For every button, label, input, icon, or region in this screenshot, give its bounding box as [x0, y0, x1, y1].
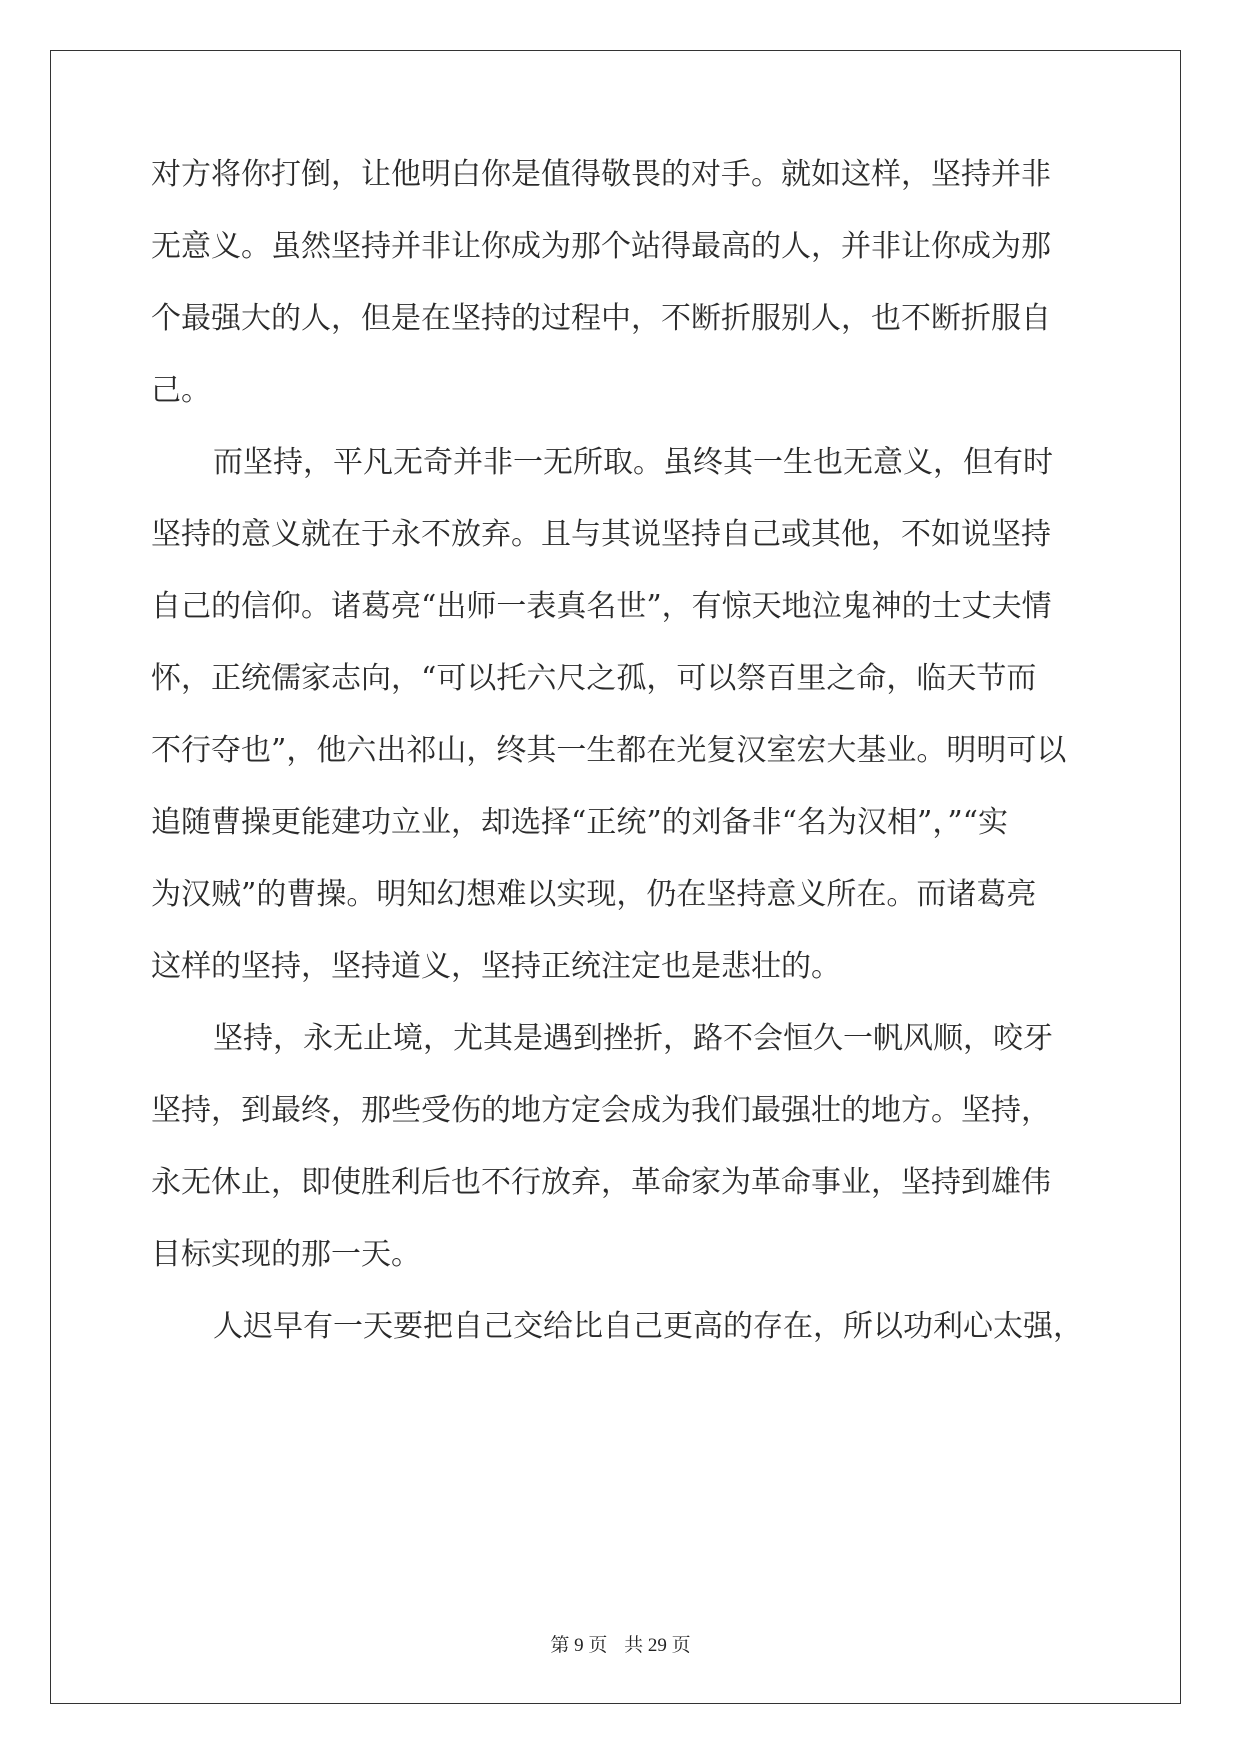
text-line: 这样的坚持，坚持道义，坚持正统注定也是悲壮的。 — [151, 949, 841, 984]
text-line: 坚持的意义就在于永不放弃。且与其说坚持自己或其他，不如说坚持 — [151, 517, 1051, 552]
page-number: 第 9 页 — [550, 1635, 608, 1656]
text-line: 无意义。虽然坚持并非让你成为那个站得最高的人，并非让你成为那 — [151, 229, 1051, 264]
text-line: 怀，正统儒家志向，“可以托六尺之孤，可以祭百里之命，临天节而 — [151, 661, 1037, 696]
text-line: 追随曹操更能建功立业，却选择“正统”的刘备非“名为汉相”，”“实 — [151, 805, 1009, 840]
text-line: 自己的信仰。诸葛亮“出师一表真名世”，有惊天地泣鬼神的士丈夫情 — [151, 589, 1052, 624]
text-line: 为汉贼”的曹操。明知幻想难以实现，仍在坚持意义所在。而诸葛亮 — [151, 877, 1037, 912]
text-line: 个最强大的人，但是在坚持的过程中，不断折服别人，也不断折服自 — [151, 301, 1051, 336]
paragraph-start-line: 人迟早有一天要把自己交给比自己更高的存在，所以功利心太强， — [213, 1309, 1083, 1344]
text-line: 永无休止，即使胜利后也不行放弃，革命家为革命事业，坚持到雄伟 — [151, 1165, 1051, 1200]
text-line: 目标实现的那一天。 — [151, 1237, 421, 1272]
text-line: 己。 — [151, 373, 211, 408]
paragraph-start-line: 而坚持，平凡无奇并非一无所取。虽终其一生也无意义，但有时 — [213, 445, 1053, 480]
page-total: 共 29 页 — [624, 1635, 691, 1656]
text-line: 对方将你打倒，让他明白你是值得敬畏的对手。就如这样，坚持并非 — [151, 157, 1051, 192]
paragraph-start-line: 坚持，永无止境，尤其是遇到挫折，路不会恒久一帆风顺，咬牙 — [213, 1021, 1053, 1056]
page-footer — [0, 1630, 1241, 1657]
text-line: 坚持，到最终，那些受伤的地方定会成为我们最强壮的地方。坚持， — [151, 1093, 1051, 1128]
text-line: 不行夺也”，他六出祁山，终其一生都在光复汉室宏大基业。明明可以 — [151, 733, 1067, 768]
